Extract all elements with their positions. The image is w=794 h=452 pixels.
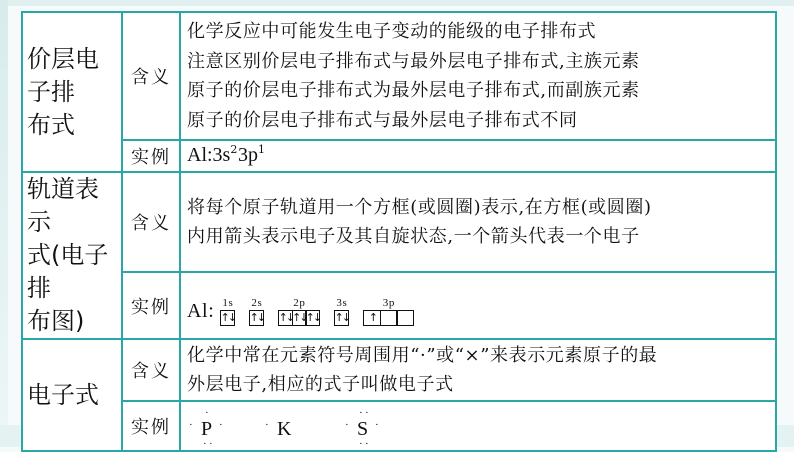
category-line: 子排 — [27, 77, 75, 106]
category-line: 布图) — [27, 307, 85, 335]
config-superscript: 1 — [257, 143, 266, 157]
meaning-label: 含义 — [122, 12, 180, 140]
electron-dot: · — [203, 438, 208, 450]
category-valence — [22, 12, 122, 172]
lewis-example-cell — [180, 401, 776, 451]
orbital-meaning-text — [180, 172, 776, 272]
orbital-boxes — [220, 310, 235, 326]
electron-dot: · — [359, 438, 364, 450]
orbital-boxes — [278, 310, 320, 326]
meaning-line: 注意区别价层电子排布式与最外层电子排布式,主族元素 — [187, 50, 640, 72]
meaning-line: 化学中常在元素符号周围用“·”或“×”来表示元素原子的最 — [187, 344, 658, 366]
meaning-line: 外层电子,相应的式子叫做电子式 — [187, 374, 454, 395]
orbital-label: 3s — [336, 296, 348, 309]
orbital-box: ↑↓ — [292, 310, 307, 324]
orbital-diagram — [187, 286, 775, 326]
orbital-meaning-row — [22, 172, 776, 272]
valence-example-row — [22, 140, 776, 172]
orbital-label: 1s — [222, 296, 234, 309]
orbital-prefix: Al: — [187, 299, 215, 322]
category-line: 式(电子排 — [27, 241, 109, 302]
example-label: 实例 — [122, 140, 180, 172]
orbital-example-row — [22, 272, 776, 339]
electron-dot: · — [365, 407, 370, 419]
electron-dot: · — [265, 419, 270, 431]
element-symbol: S — [357, 418, 369, 440]
electron-configuration-table — [21, 11, 777, 452]
meaning-line: 将每个原子轨道用一个方框(或圆圈)表示,在方框(或圆圈) — [187, 196, 652, 218]
meaning-label: 含义 — [122, 172, 180, 272]
orbital-label: 3p — [382, 296, 395, 309]
valence-example — [180, 140, 776, 172]
meaning-line: 化学反应中可能发生电子变动的能级的电子排布式 — [187, 21, 597, 42]
orbital-box: ↑↓ — [334, 310, 350, 324]
element-symbol: K — [277, 418, 293, 440]
orbital-boxes — [334, 310, 349, 326]
orbital-group-2p — [278, 296, 320, 326]
valence-meaning-text — [180, 12, 776, 140]
orbital-box — [396, 310, 414, 326]
top-decoration — [0, 0, 794, 6]
orbital-group-3p — [363, 296, 414, 326]
orbital-box — [380, 310, 398, 326]
category-orbital — [22, 172, 122, 339]
electron-dot: · — [219, 419, 224, 431]
electron-formulas — [187, 406, 775, 450]
orbital-boxes — [249, 310, 264, 326]
meaning-line: 原子的价层电子排布式与最外层电子排布式不同 — [187, 109, 578, 131]
orbital-group-1s — [220, 296, 235, 326]
config-prefix: Al:3s — [187, 144, 231, 167]
meaning-line: 原子的价层电子排布式为最外层电子排布式,而副族元素 — [187, 80, 640, 101]
orbital-box: ↑↓ — [305, 310, 321, 324]
lewis-meaning-row — [22, 339, 776, 401]
orbital-label: 2p — [293, 296, 306, 309]
orbital-diagram-cell — [180, 272, 776, 339]
lewis-example-row — [22, 401, 776, 451]
electron-dot: · — [359, 407, 364, 419]
category-line: 价层电 — [27, 44, 99, 73]
example-label: 实例 — [122, 401, 180, 451]
category-lewis: 电子式 — [22, 339, 122, 451]
electron-dot: · — [209, 438, 214, 450]
orbital-group-3s — [334, 296, 349, 326]
electron-formula-S — [345, 406, 391, 450]
electron-dot: · — [375, 419, 380, 431]
category-line: 轨道表示 — [27, 175, 99, 236]
orbital-label: 2s — [251, 296, 263, 309]
orbital-box: ↑↓ — [278, 310, 294, 324]
left-decoration — [0, 0, 8, 447]
meaning-label: 含义 — [122, 339, 180, 401]
orbital-box: ↑↓ — [220, 310, 236, 324]
electron-dot: · — [189, 419, 194, 431]
example-label: 实例 — [122, 272, 180, 339]
lewis-meaning-text — [180, 339, 776, 401]
electron-dot: · — [365, 438, 370, 450]
meaning-line: 内用箭头表示电子及其自旋状态,一个箭头代表一个电子 — [187, 226, 640, 248]
orbital-box: ↑↓ — [249, 310, 265, 324]
electron-dot: · — [345, 419, 350, 431]
orbital-group-2s — [249, 296, 264, 326]
config-superscript: 2 — [230, 143, 238, 157]
orbital-boxes — [363, 310, 414, 326]
electron-formula-P — [189, 406, 235, 450]
category-line: 布式 — [27, 110, 75, 139]
electron-dot: · — [205, 407, 210, 419]
valence-meaning-row — [22, 12, 776, 140]
element-symbol: P — [201, 418, 213, 440]
orbital-box: ↑ — [363, 310, 381, 326]
config-mid: 3p — [237, 144, 258, 167]
electron-formula-K — [265, 406, 311, 446]
